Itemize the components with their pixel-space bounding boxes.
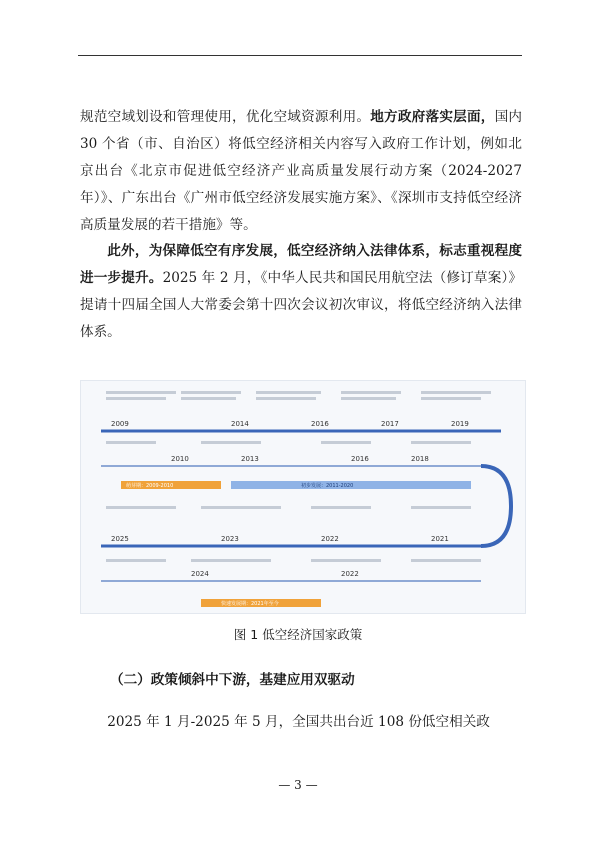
policy-line: [311, 559, 381, 562]
year-top-2: 2014: [231, 420, 249, 428]
policy-line: [201, 441, 261, 444]
year-top-5: 2019: [451, 420, 469, 428]
paragraph-1-lead: 规范空域划设和管理使用，优化空域资源利用。: [80, 109, 371, 125]
paragraph-1-bold: 地方政府落实层面，: [370, 109, 495, 125]
year-mid-2: 2013: [241, 455, 259, 463]
year-lower-4: 2021: [431, 535, 449, 543]
year-mid-1: 2010: [171, 455, 189, 463]
paragraph-1: [80, 104, 522, 239]
policy-line: [106, 391, 176, 394]
year-mid-4: 2018: [411, 455, 429, 463]
policy-line: [106, 559, 166, 562]
header-rule: [78, 55, 522, 56]
phase-label-1: 萌芽期：2009-2010: [126, 483, 174, 489]
year-lower-1: 2025: [111, 535, 129, 543]
paragraph-1-rest: 国内 30 个省（市、自治区）将低空经济相关内容写入政府工作计划，例如北京出台《北京市促进低空经济产业高质量发展行动方案（2024-2027 年）》、广东出台《广州市低空经济发展实施方案》、《深圳市支持低空经济高质量发展的若干措施》等。: [80, 109, 523, 233]
timeline-graphic: [81, 381, 525, 613]
year-top-4: 2017: [381, 420, 399, 428]
policy-line: [191, 559, 271, 562]
year-lower-3: 2022: [321, 535, 339, 543]
policy-line: [256, 391, 321, 394]
policy-line: [106, 506, 176, 509]
year-top-3: 2016: [311, 420, 329, 428]
section-heading: （二）政策倾斜中下游，基建应用双驱动: [110, 672, 355, 688]
policy-line: [181, 397, 236, 400]
policy-timeline-figure: [80, 380, 526, 614]
policy-line: [106, 441, 156, 444]
policy-line: [341, 397, 396, 400]
paragraph-2-bold: 此外，为保障低空有序发展，低空经济纳入法律体系，标志重视程度进一步提升。: [80, 243, 522, 286]
paragraph-3: [80, 709, 522, 736]
phase-label-2: 初步发展：2011-2020: [301, 483, 354, 489]
year-bottom-1: 2024: [191, 570, 209, 578]
timeline-curve: [481, 466, 511, 546]
policy-line: [201, 506, 281, 509]
page-number: — 3 —: [278, 778, 318, 792]
policy-line: [421, 397, 481, 400]
paragraph-2: [80, 238, 522, 346]
paragraph-3-text: 2025 年 1 月-2025 年 5 月，全国共出台近 108 份低空相关政: [107, 714, 490, 730]
policy-line: [321, 441, 371, 444]
year-bottom-2: 2022: [341, 570, 359, 578]
phase-label-3: 快速发展期：2021年至今: [221, 601, 279, 607]
policy-line: [256, 397, 316, 400]
year-lower-2: 2023: [221, 535, 239, 543]
policy-line: [411, 559, 481, 562]
figure-caption: 图 1 低空经济国家政策: [233, 627, 363, 642]
policy-line: [421, 391, 491, 394]
policy-line: [341, 391, 401, 394]
paragraph-2-rest: 2025 年 2 月，《中华人民共和国民用航空法（修订草案）》提请十四届全国人大常委会第十四次会议初次审议，将低空经济纳入法律体系。: [80, 270, 523, 340]
policy-line: [411, 441, 471, 444]
policy-line: [181, 391, 241, 394]
policy-line: [106, 397, 166, 400]
year-mid-3: 2016: [351, 455, 369, 463]
policy-line: [311, 506, 371, 509]
policy-line: [411, 506, 471, 509]
year-top-1: 2009: [111, 420, 129, 428]
